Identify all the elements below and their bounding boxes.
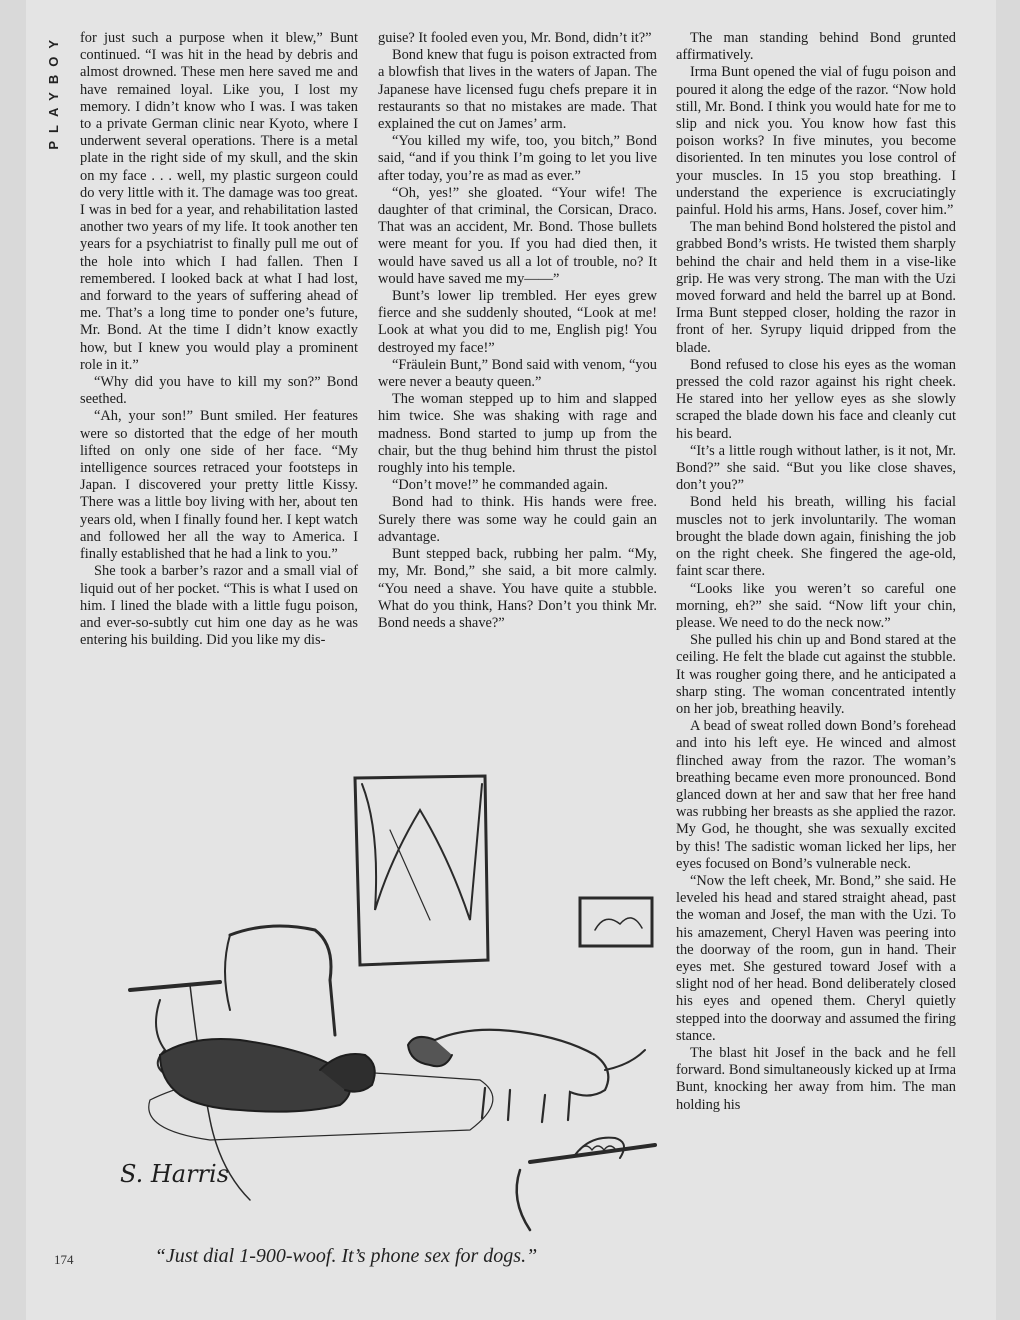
masthead: PLAYBOY (46, 32, 61, 150)
paragraph: She pulled his chin up and Bond stared at the ceiling. He felt the blade cut against the stubble. It was rougher going there, and he anticipated a sharp sting. The woman concentrated intently on her job, breathing heavily. (676, 632, 956, 717)
paragraph: The woman stepped up to him and slapped him twice. She was shaking with rage and madness. Bond started to jump up from the chair, but the thug behind him thrust the pistol roughly into his temple. (378, 391, 657, 477)
text-column-1 (80, 30, 358, 649)
paragraph: “Looks like you weren’t so careful one morning, eh?” she said. “Now lift your chin, please. We need to do the neck now.” (676, 580, 956, 631)
paragraph: She took a barber’s razor and a small vial of liquid out of her pocket. “This is what I used on him. I lined the blade with a little fugu poison, and ever-so-subtly cut him one day as he was entering his building. Did you like my dis- (80, 563, 358, 649)
paragraph: for just such a purpose when it blew,” Bunt continued. “I was hit in the head by debris and almost drowned. These men here saved me and have remained loyal. Like you, I lost my memory. I didn’t know who I was. I was taken to a private German clinic near Kyoto, where I underwent several operations. There is a metal plate in the right side of my skull, and the skin on my face . . . well, my plastic surgeon could do very little with it. The damage was too great. I was in bed for a year, and rehabilitation lasted another two years of my life. It took another ten years for a psychiatrist to finally pull me out of the hole into which I had fallen. Then I remembered. I looked back at what I had lost, and forward to the years of suffering ahead of me. That’s a long time to ponder one’s future, Mr. Bond. At the time I didn’t know exactly how, but I knew you would play a prominent role in it.” (80, 30, 358, 373)
paragraph: “Don’t move!” he commanded again. (392, 477, 608, 494)
magazine-page (26, 0, 996, 1320)
paragraph: Bunt stepped back, rubbing her palm. “My, my, Mr. Bond,” she said, a bit more calmly. “You need a shave. You have quite a stubble. What do you think, Hans? Don’t you think Mr. Bond needs a shave?” (378, 546, 657, 631)
paragraph: Irma Bunt opened the vial of fugu poison and poured it along the edge of the razor. “Now hold still, Mr. Bond. I think you would hate for me to slip and nick you. You know how fast this poison works? In five minutes, you become disoriented. In ten minutes you lose control of your muscles. In 15 you stop breathing. I understand the experience is excruciatingly painful. Hold his arms, Hans. Josef, cover him.” (676, 64, 956, 219)
paragraph: Bunt’s lower lip trembled. Her eyes grew fierce and she suddenly shouted, “Look at me! Look at what you did to me, English pig! You destroyed my face!” (378, 288, 657, 356)
paragraph: The man standing behind Bond grunted affirmatively. (676, 30, 956, 64)
cartoon-caption: “Just dial 1-900-woof. It’s phone sex for dogs.” (154, 1245, 538, 1267)
paragraph: Bond held his breath, willing his facial muscles not to jerk involuntarily. The woman brought the blade down again, finishing the job on the right cheek. She fingered the age-old, faint scar there. (676, 494, 956, 580)
paragraph: guise? It fooled even you, Mr. Bond, didn’t it?” (378, 30, 652, 46)
paragraph: Bond knew that fugu is poison extracted from a blowfish that lives in the waters of Japan. The Japanese have licensed fugu chefs prepare it in restaurants so that no mistakes are made. That explained the cut on James’ arm. (378, 47, 657, 133)
paragraph: “Now the left cheek, Mr. Bond,” she said. He leveled his head and stared straight ahead, past the woman and Josef, the man with the Uzi. To his amazement, Cheryl Haven was peering into the doorway of the room, gun in hand. Their eyes met. She gestured toward Josef with a slight nod of her head. Bond deliberately closed his eyes and opened them. Cheryl quietly stepped into the doorway and assumed the firing stance. (676, 872, 956, 1044)
text-column-2 (378, 30, 657, 632)
cartoon-illustration (90, 770, 660, 1240)
text-column-3 (676, 30, 956, 1114)
paragraph: “It’s a little rough without lather, is it not, Mr. Bond?” she said. “But you like close shaves, don’t you?” (676, 442, 956, 494)
artist-signature: S. Harris (120, 1160, 230, 1188)
paragraph: Bond refused to close his eyes as the woman pressed the cold razor against his right cheek. He stared into her yellow eyes as she slowly scraped the blade down his face and cleanly cut his beard. (676, 356, 956, 442)
paragraph: “You killed my wife, too, you bitch,” Bond said, “and if you think I’m going to let you live after today, you’re as mad as ever.” (378, 133, 657, 184)
paragraph: “Ah, your son!” Bunt smiled. Her features were so distorted that the edge of her mouth lifted on only one side of her face. “My intelligence sources retraced your footsteps in Japan. I discovered your pretty little Kissy. There was a little boy living with her, about ten years old, when I finally found her. I kept watch and followed her all the way to America. I finally established that he had a link to you.” (80, 408, 358, 563)
paragraph: The man behind Bond holstered the pistol and grabbed Bond’s wrists. He twisted them sharply behind the chair and held them in a vise-like grip. He was very strong. The man with the Uzi moved forward and held the barrel up at Bond. Irma Bunt stepped closer, holding the razor in front of her. Syrupy liquid dripped from the blade. (676, 219, 956, 356)
paragraph: “Fräulein Bunt,” Bond said with venom, “you were never a beauty queen.” (378, 356, 657, 391)
paragraph: The blast hit Josef in the back and he fell forward. Bond simultaneously kicked up at Irma Bunt, knocking her away from him. The man holding his (676, 1044, 956, 1113)
paragraph: Bond had to think. His hands were free. Surely there was some way he could gain an advantage. (378, 494, 657, 545)
page-number: 174 (54, 1252, 74, 1267)
paragraph: A bead of sweat rolled down Bond’s forehead and into his left eye. He winced and almost flinched away from the razor. The woman’s breathing became even more pronounced. Bond glanced down at her and saw that her free hand was rubbing her breasts as she applied the razor. My God, he thought, she was sexually excited by this! The sadistic woman licked her lips, her eyes focused on Bond’s vulnerable neck. (676, 718, 956, 872)
paragraph: “Oh, yes!” she gloated. “Your wife! The daughter of that criminal, the Corsican, Draco. That was an accident, Mr. Bond. Those bullets were meant for you. If you had died then, it would have saved us all a lot of trouble, no? It would have saved me my——” (378, 184, 657, 287)
paragraph: “Why did you have to kill my son?” Bond seethed. (80, 374, 358, 408)
